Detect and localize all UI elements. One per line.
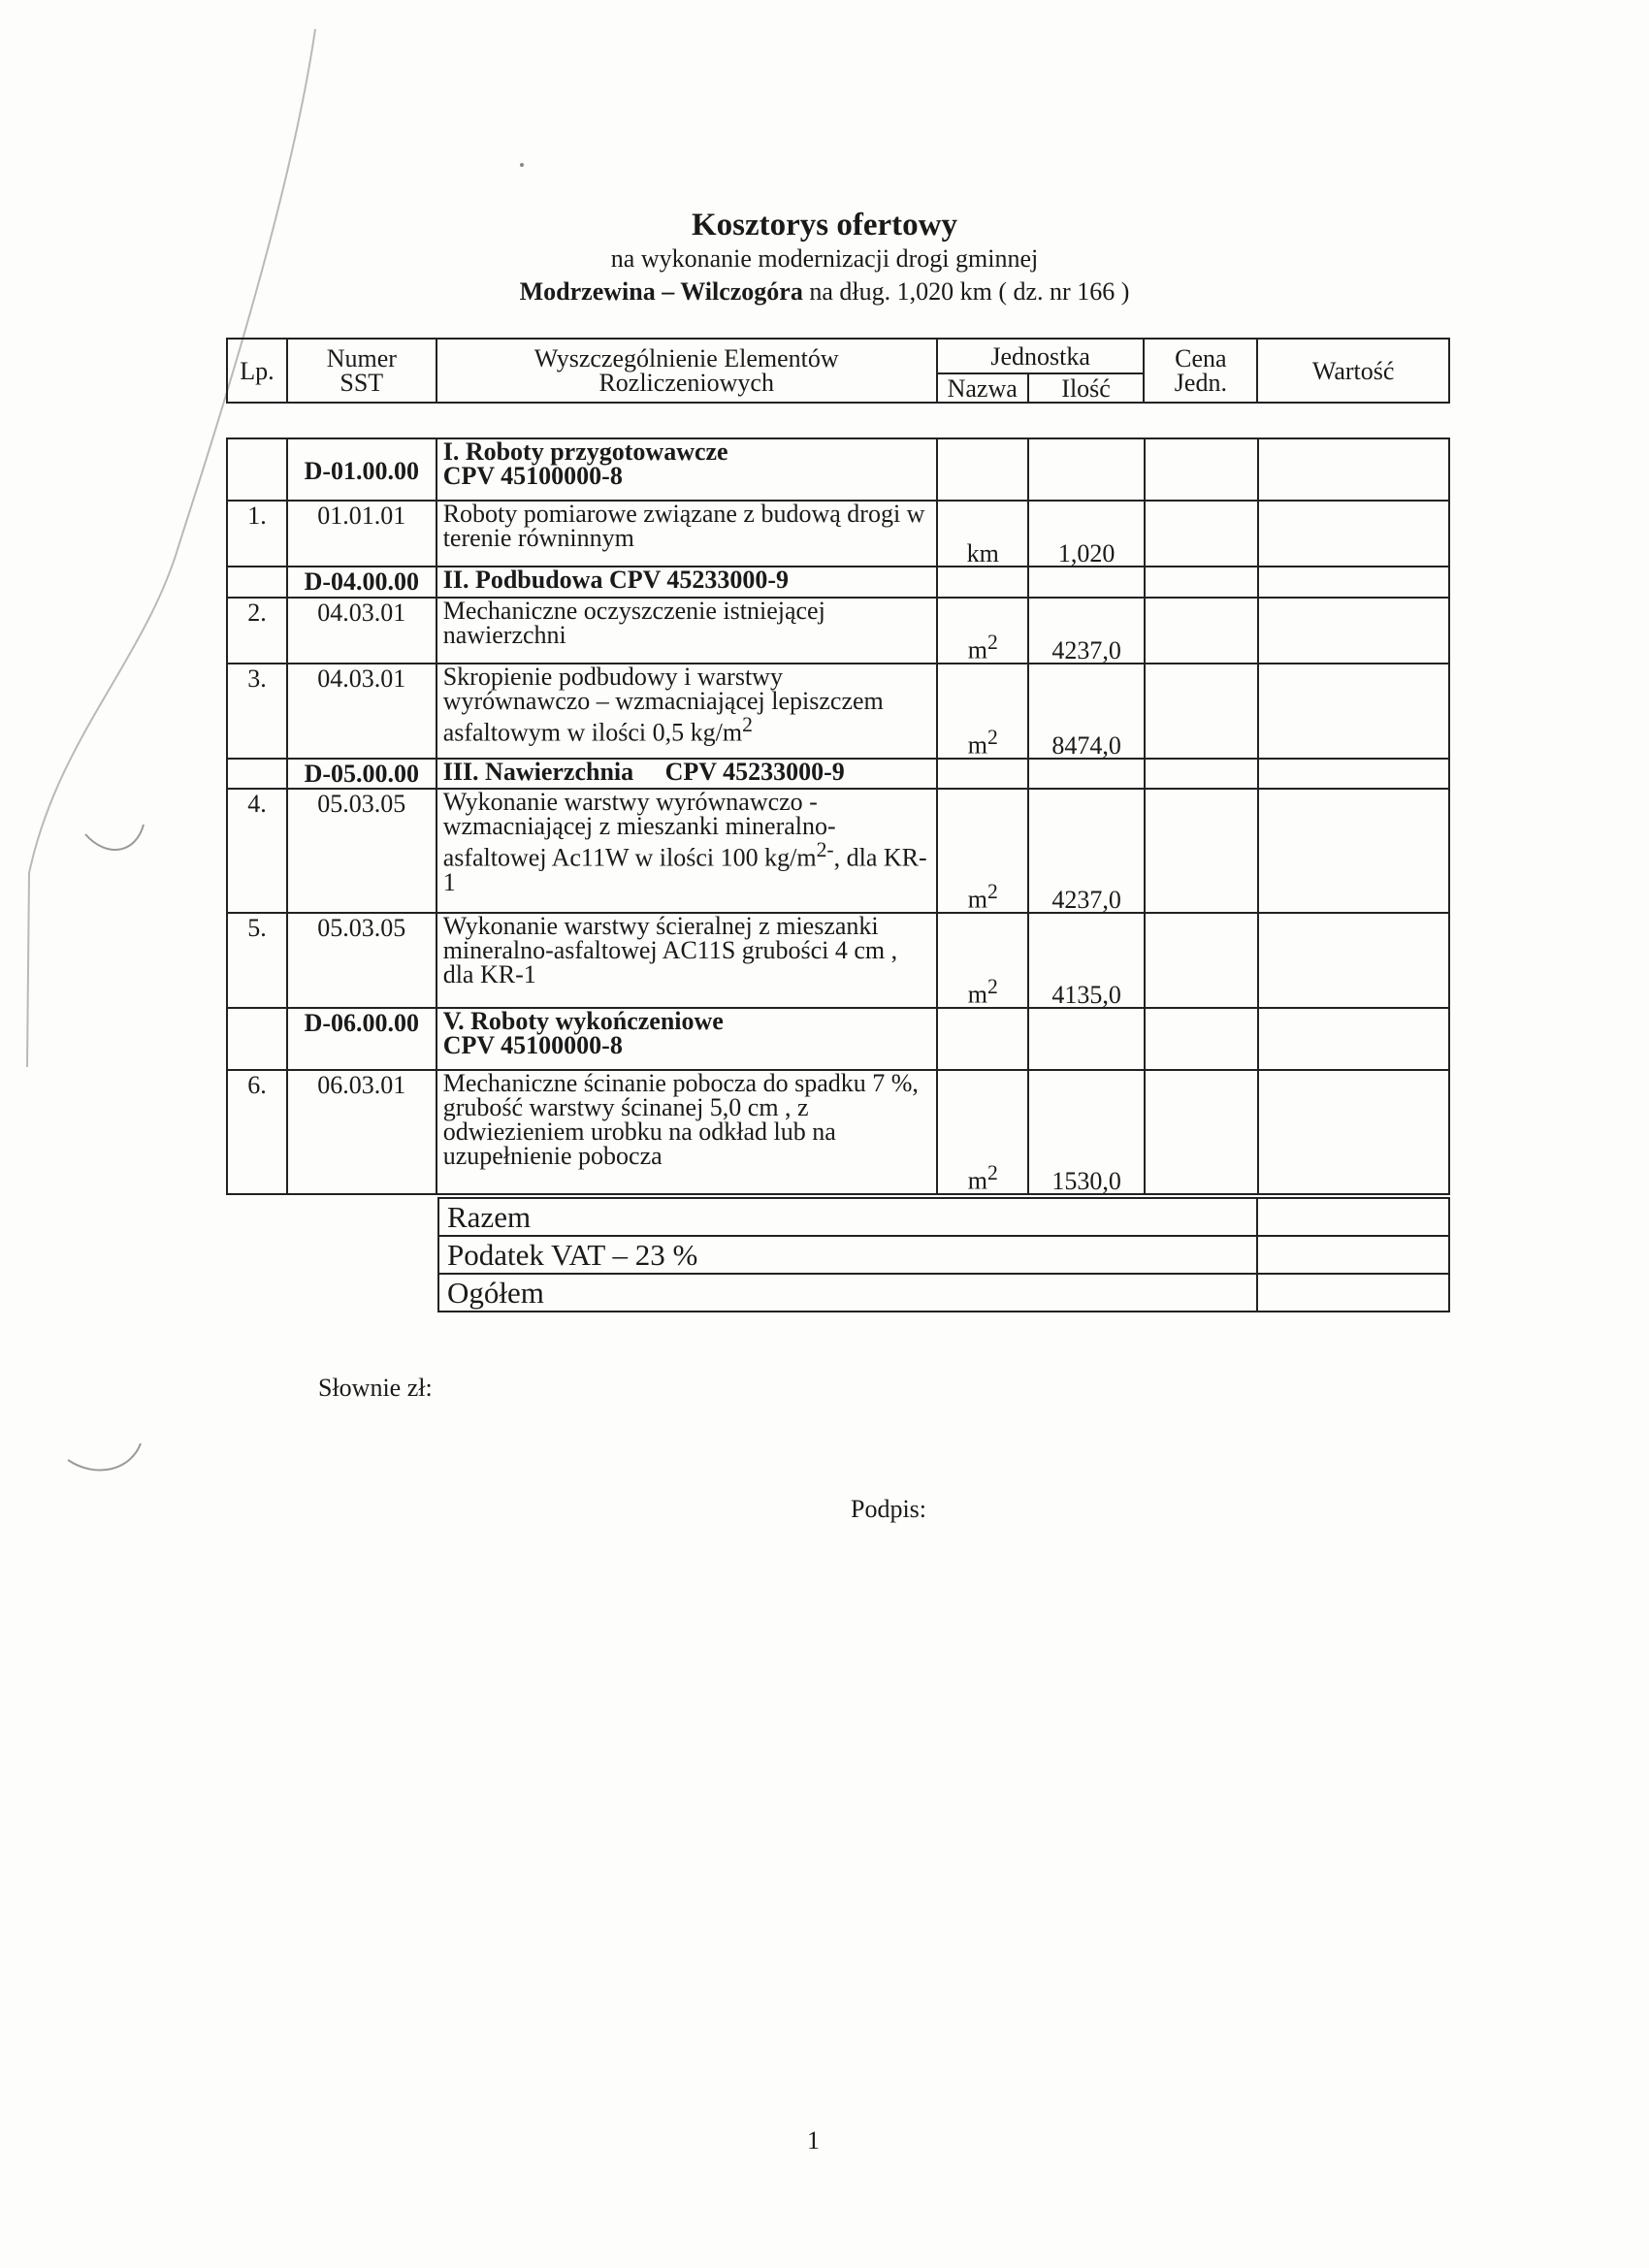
- qty-cell: [1028, 1008, 1145, 1070]
- table-row: [227, 598, 1449, 664]
- table-row: [227, 664, 1449, 759]
- price-cell: [1145, 789, 1258, 913]
- row-sst: 05.03.05: [287, 913, 436, 1008]
- value-cell: [1258, 1008, 1449, 1070]
- summary-table: [437, 1197, 1450, 1312]
- header-wyszczegolnienie-line1: Wyszczególnienie Elementów: [534, 344, 839, 373]
- location-name: Modrzewina – Wilczogóra: [519, 277, 803, 306]
- value-cell: [1258, 789, 1449, 913]
- header-wartosc: Wartość: [1257, 339, 1449, 403]
- table-row: [227, 501, 1449, 567]
- description-exponent: 2: [742, 713, 753, 736]
- section-code: D-01.00.00: [287, 438, 436, 501]
- qty-cell: [1028, 759, 1145, 789]
- row-unit: [937, 598, 1028, 664]
- summary-row: [438, 1198, 1449, 1236]
- section-name-line1: I. Roboty przygotowawcze: [442, 437, 728, 466]
- row-description: Roboty pomiarowe związane z budową drogi w terenie równinnym: [436, 501, 938, 567]
- section-name: [436, 438, 938, 501]
- section-code: D-06.00.00: [287, 1008, 436, 1070]
- header-nazwa: Nazwa: [937, 373, 1028, 403]
- section-code: D-05.00.00: [287, 759, 436, 789]
- value-cell: [1258, 567, 1449, 598]
- summary-vat-label: Podatek VAT – 23 %: [438, 1236, 1257, 1274]
- header-sst: SST: [340, 369, 384, 397]
- row-quantity: 8474,0: [1028, 664, 1145, 759]
- price-cell: [1145, 1008, 1258, 1070]
- row-unit: [937, 664, 1028, 759]
- price-cell: [1145, 664, 1258, 759]
- header-ilosc: Ilość: [1028, 373, 1145, 403]
- description-exponent: 2-: [816, 838, 834, 861]
- summary-row: [438, 1274, 1449, 1312]
- summary-ogolem-value: [1257, 1274, 1449, 1312]
- header-lp: Lp.: [227, 339, 287, 403]
- row-lp: 5.: [227, 913, 287, 1008]
- row-quantity: 1530,0: [1028, 1070, 1145, 1194]
- lp-cell: [227, 438, 287, 501]
- description-text: Skropienie podbudowy i warstwy wyrównawczo – wzmacniającej lepiszczem asfaltowym w ilości 0,5 kg/m: [442, 663, 884, 747]
- unit-cell: [937, 759, 1028, 789]
- row-lp: 1.: [227, 501, 287, 567]
- section-cpv: CPV 45100000-8: [442, 1031, 623, 1059]
- row-lp: 6.: [227, 1070, 287, 1194]
- amount-in-words-label: Słownie zł:: [318, 1374, 433, 1402]
- summary-vat-value: [1257, 1236, 1449, 1274]
- section-row: [227, 438, 1449, 501]
- section-name: II. Podbudowa CPV 45233000-9: [436, 567, 938, 598]
- unit-exponent: 2: [986, 1161, 998, 1185]
- header-numer: Numer: [326, 344, 397, 373]
- document-subtitle: na wykonanie modernizacji drogi gminnej: [610, 244, 1039, 273]
- value-cell: [1258, 438, 1449, 501]
- row-lp: 4.: [227, 789, 287, 913]
- section-row: [227, 567, 1449, 598]
- header-wyszczegolnienie-line2: Rozliczeniowych: [598, 369, 774, 397]
- value-cell: [1258, 759, 1449, 789]
- value-cell: [1258, 664, 1449, 759]
- value-cell: [1258, 598, 1449, 664]
- section-code: D-04.00.00: [287, 567, 436, 598]
- row-lp: 2.: [227, 598, 287, 664]
- section-name: [436, 1008, 938, 1070]
- price-cell: [1145, 759, 1258, 789]
- header-cena: [1144, 339, 1257, 403]
- page-number: 1: [807, 2126, 820, 2155]
- lp-cell: [227, 567, 287, 598]
- row-description: [436, 789, 938, 913]
- section-name-line1: V. Roboty wykończeniowe: [442, 1007, 724, 1035]
- row-quantity: 4135,0: [1028, 913, 1145, 1008]
- row-quantity: 4237,0: [1028, 789, 1145, 913]
- row-unit: [937, 789, 1028, 913]
- summary-row: [438, 1236, 1449, 1274]
- header-numer-sst: [287, 339, 436, 403]
- qty-cell: [1028, 567, 1145, 598]
- unit-cell: [937, 438, 1028, 501]
- row-description: Mechaniczne oczyszczenie istniejącej nawierzchni: [436, 598, 938, 664]
- unit-exponent: 2: [986, 726, 998, 750]
- unit-text: m: [967, 731, 987, 760]
- qty-cell: [1028, 438, 1145, 501]
- section-row: [227, 1008, 1449, 1070]
- value-cell: [1258, 501, 1449, 567]
- row-unit: km: [937, 501, 1028, 567]
- lp-cell: [227, 1008, 287, 1070]
- unit-cell: [937, 1008, 1028, 1070]
- unit-exponent: 2: [986, 631, 998, 655]
- table-row: [227, 1070, 1449, 1194]
- header-cena-line1: Cena: [1175, 344, 1227, 373]
- row-description: Wykonanie warstwy ścieralnej z mieszanki mineralno-asfaltowej AC11S grubości 4 cm , dla KR-1: [436, 913, 938, 1008]
- price-cell: [1145, 1070, 1258, 1194]
- header-jednostka: Jednostka: [937, 339, 1145, 373]
- row-sst: 01.01.01: [287, 501, 436, 567]
- row-unit: [937, 1070, 1028, 1194]
- description-text: Wykonanie warstwy wyrównawczo - wzmacniającej z mieszanki mineralno-asfaltowej Ac11W w ilości 100 kg/m: [442, 788, 836, 872]
- row-sst: 04.03.01: [287, 664, 436, 759]
- unit-text: m: [967, 886, 987, 914]
- signature-label: Podpis:: [851, 1495, 927, 1523]
- row-description: [436, 664, 938, 759]
- summary-ogolem-label: Ogółem: [438, 1274, 1257, 1312]
- table-row: [227, 913, 1449, 1008]
- unit-exponent: 2: [986, 880, 998, 904]
- row-quantity: 1,020: [1028, 501, 1145, 567]
- summary-razem-value: [1257, 1198, 1449, 1236]
- document-title: Kosztorys ofertowy: [692, 208, 957, 243]
- value-cell: [1258, 1070, 1449, 1194]
- row-sst: 06.03.01: [287, 1070, 436, 1194]
- row-quantity: 4237,0: [1028, 598, 1145, 664]
- row-lp: 3.: [227, 664, 287, 759]
- unit-text: m: [967, 636, 987, 664]
- unit-text: m: [967, 1167, 987, 1195]
- row-unit: [937, 913, 1028, 1008]
- price-cell: [1145, 598, 1258, 664]
- table-header: [226, 338, 1450, 404]
- price-cell: [1145, 567, 1258, 598]
- section-row: [227, 759, 1449, 789]
- unit-text: m: [967, 981, 987, 1009]
- description-tail: , dla KR-1: [442, 843, 927, 896]
- price-cell: [1145, 501, 1258, 567]
- unit-cell: [937, 567, 1028, 598]
- section-name: III. Nawierzchnia CPV 45233000-9: [436, 759, 938, 789]
- unit-exponent: 2: [986, 975, 998, 999]
- header-wyszczegolnienie: [436, 339, 937, 403]
- lp-cell: [227, 759, 287, 789]
- header-cena-line2: Jedn.: [1174, 369, 1227, 397]
- price-cell: [1145, 438, 1258, 501]
- row-sst: 04.03.01: [287, 598, 436, 664]
- row-description: Mechaniczne ścinanie pobocza do spadku 7 %, grubość warstwy ścinanej 5,0 cm , z odwiezieniem urobku na odkład lub na uzupełnienie pobocza: [436, 1070, 938, 1194]
- price-cell: [1145, 913, 1258, 1008]
- value-cell: [1258, 913, 1449, 1008]
- section-cpv: CPV 45100000-8: [442, 462, 623, 490]
- summary-razem-label: Razem: [438, 1198, 1257, 1236]
- location-details: na dług. 1,020 km ( dz. nr 166 ): [802, 277, 1130, 306]
- table-row: [227, 789, 1449, 913]
- document-location: [0, 277, 1649, 307]
- cost-table: [226, 437, 1450, 1195]
- row-sst: 05.03.05: [287, 789, 436, 913]
